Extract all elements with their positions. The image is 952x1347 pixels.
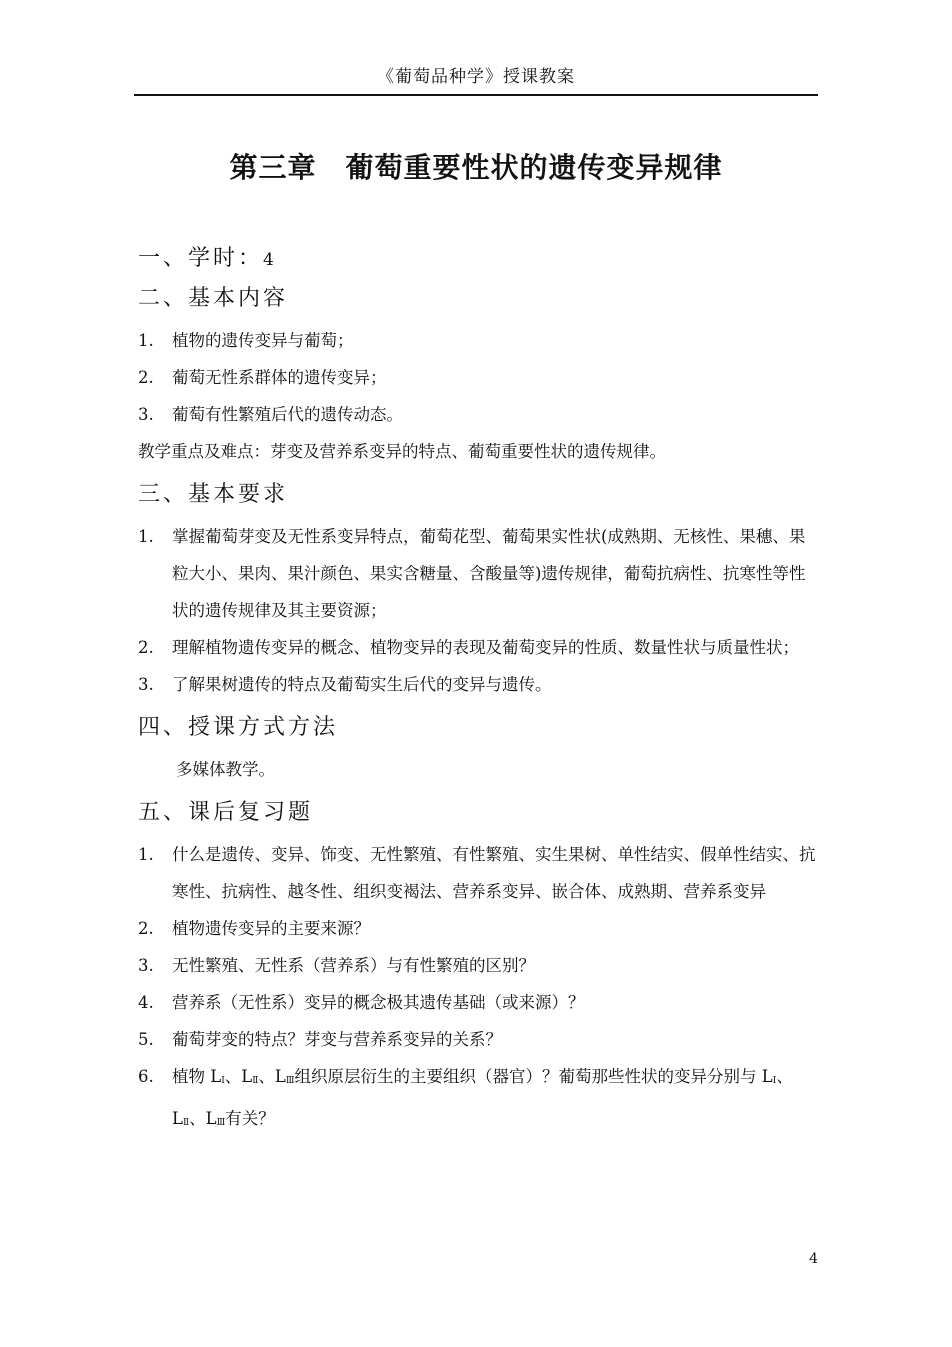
list-item xyxy=(138,1021,818,1058)
key-points-note: 教学重点及难点：芽变及营养系变异的特点、葡萄重要性状的遗传规律。 xyxy=(138,442,666,461)
section-heading-requirements: 三、基本要求 xyxy=(138,482,289,507)
layer-l2: L xyxy=(241,1067,253,1086)
list-item-index: 4. xyxy=(138,993,154,1012)
list-item-text: 理解植物遗传变异的概念、植物变异的表现及葡萄变异的性质、数量性状与质量性状； xyxy=(172,638,799,657)
section-heading-content: 二、基本内容 xyxy=(138,286,289,311)
list-item xyxy=(138,947,818,984)
q6-sep: 、 xyxy=(224,1067,242,1086)
list-item-text: 葡萄芽变的特点？芽变与营养系变异的关系？ xyxy=(172,1030,502,1049)
layer-l2: L xyxy=(172,1109,183,1128)
q6-sep: 、 xyxy=(258,1067,275,1086)
content-list xyxy=(138,322,818,433)
list-item-text: 葡萄无性系群体的遗传变异； xyxy=(172,368,387,387)
list-item-text: 无性繁殖、无性系（营养系）与有性繁殖的区别？ xyxy=(172,956,535,975)
list-item xyxy=(138,984,818,1021)
q6-sep: 、 xyxy=(776,1067,793,1086)
list-item-index: 2. xyxy=(138,919,154,938)
layer-l3-sub: Ⅲ xyxy=(285,1076,295,1086)
list-item xyxy=(138,359,818,396)
layer-l1-sub: Ⅰ xyxy=(221,1076,225,1086)
list-item-index: 1. xyxy=(138,845,154,864)
layer-l3: L xyxy=(274,1067,286,1086)
requirements-list xyxy=(138,518,818,703)
list-item xyxy=(138,518,818,629)
list-item-text: 植物的遗传变异与葡萄； xyxy=(172,331,354,350)
section-heading-hours xyxy=(138,244,818,274)
list-item-text: 植物遗传变异的主要来源？ xyxy=(172,919,370,938)
list-item-index: 3. xyxy=(138,956,154,975)
list-item-text: 了解果树遗传的特点及葡萄实生后代的变异与遗传。 xyxy=(172,675,552,694)
list-item xyxy=(138,666,818,703)
list-item xyxy=(138,836,818,910)
list-item-text: 什么是遗传、变异、饰变、无性繁殖、有性繁殖、实生果树、单性结实、假单性结实、抗寒性、抗病性、越冬性、组织变褐法、营养系变异、嵌合体、成熟期、营养系变异 xyxy=(172,845,816,901)
section-heading-hours-label: 一、学时： xyxy=(138,246,264,271)
layer-l1: L xyxy=(761,1067,773,1086)
section-heading-teaching-method: 四、授课方式方法 xyxy=(138,715,339,740)
list-item xyxy=(138,322,818,359)
layer-l3: L xyxy=(205,1109,217,1128)
section-heading-review-questions: 五、课后复习题 xyxy=(138,800,314,825)
q6-text-c: 有关？ xyxy=(225,1109,275,1128)
list-item-index: 2. xyxy=(138,638,154,657)
list-item-text: 营养系（无性系）变异的概念极其遗传基础（或来源）？ xyxy=(172,993,585,1012)
list-item-index: 2. xyxy=(138,368,154,387)
list-item xyxy=(138,1058,818,1142)
page-header: 《葡萄品种学》授课教案 xyxy=(377,67,575,87)
list-item xyxy=(138,629,818,666)
list-item-index: 6. xyxy=(138,1067,154,1086)
list-item-index: 5. xyxy=(138,1030,154,1049)
header-rule xyxy=(134,94,818,96)
list-item-index: 1. xyxy=(138,331,154,350)
list-item-text: 葡萄有性繁殖后代的遗传动态。 xyxy=(172,405,403,424)
q6-text-a: 植物 xyxy=(172,1067,211,1086)
list-item-index: 3. xyxy=(138,405,154,424)
list-item-index: 3. xyxy=(138,675,154,694)
q6-text-b: 组织原层衍生的主要组织（器官）？葡萄那些性状的变异分别与 xyxy=(294,1067,762,1086)
layer-l1-sub: Ⅰ xyxy=(772,1076,777,1086)
list-item xyxy=(138,396,818,433)
chapter-title: 第三章 葡萄重要性状的遗传变异规律 xyxy=(229,151,723,184)
q6-sep: 、 xyxy=(189,1109,206,1128)
layer-l2-sub: Ⅱ xyxy=(182,1118,190,1128)
page-number: 4 xyxy=(809,1251,818,1267)
list-item-index: 1. xyxy=(138,527,154,546)
layer-l1: L xyxy=(210,1067,222,1086)
list-item-text: 掌握葡萄芽变及无性系变异特点，葡萄花型、葡萄果实性状(成熟期、无核性、果穗、果粒大小、果肉、果汁颜色、果实含糖量、含酸量等)遗传规律，葡萄抗病性、抗寒性等性状的遗传规律及其主要资源； xyxy=(172,527,806,620)
review-questions-list xyxy=(138,836,818,1142)
layer-l2-sub: Ⅱ xyxy=(252,1076,259,1086)
layer-l3-sub: Ⅲ xyxy=(216,1118,226,1128)
hours-value: 4 xyxy=(263,250,274,270)
teaching-method-text: 多媒体教学。 xyxy=(176,760,275,779)
document-body xyxy=(138,234,818,1142)
list-item-text xyxy=(172,1067,793,1128)
list-item xyxy=(138,910,818,947)
